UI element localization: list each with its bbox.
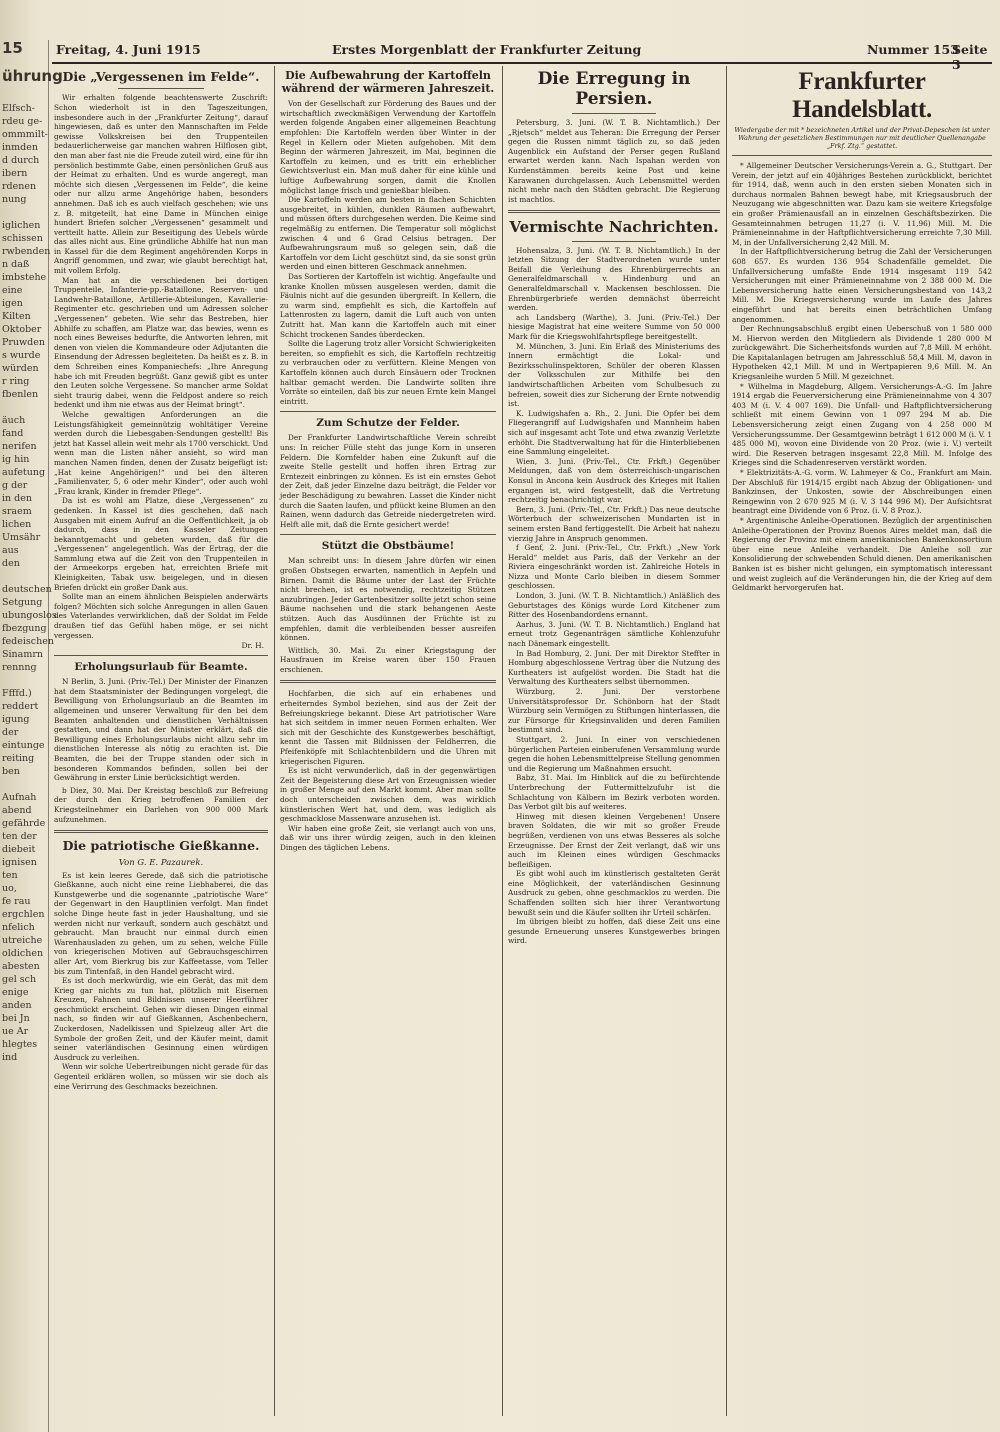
paragraph: In Bad Homburg, 2. Juni. Der mit Direktor Steffter in Homburg abgeschlossene Vertrag über die Nutzung des Kurtheaters ist aufgelöst worden. Die Stadt hat die Verwaltung des Kurtheaters selbst übernommen. — [508, 648, 720, 687]
paragraph: * Elektrizitäts-A.-G. vorm. W. Lahmeyer & Co., Frankfurt am Main. Der Abschluß für 1914/15 ergibt nach Abzug der Obligationen- und Bankzinsen, der Unkosten, sowie der Abschreibungen einen Reingewinn von 2 670 925 M (i. V. 3 144 996 M). Der Aufsichtsrat beantragt eine Dividende von 6 Proz. (i. V. 8 Proz.). — [732, 468, 992, 516]
paragraph: Wir haben eine große Zeit, sie verlangt auch von uns, daß wir uns ihrer würdig zeigen, auch in den kleinen Dingen des täglichen Lebens. — [280, 823, 496, 852]
news-item: b Diez, 30. Mai. Der Kreistag beschloß zur Befreiung der durch den Krieg betroffenen Familien der Kriegsteilnehmer ein Darlehen von 900 000 Mark aufzunehmen. — [54, 785, 268, 824]
article-title: Die „Vergessenen im Felde“. — [62, 69, 260, 84]
column-rule — [274, 66, 275, 1416]
paragraph: Wir erhalten folgende beachtenswerte Zuschrift: Schon wiederholt ist in den Tageszeitungen, insbesondere auch in der „Frankfurter Zeitung“, darauf hingewiesen, daß es unter den Mannschaften im Felde gewisse Volkskreisen bei den Truppenteilen bedauerlicherweise gar manchen wahren Hilflosen gibt, den man aber fast nie die Freude zuteil wird, eine für ihn persönlich bestimmte Gabe, einen persönlichen Gruß aus der Heimat zu erhalten. Und es wurde angeregt, man möchte sich diesen „Vergessenen im Felde“, die keine oder nur allzu arme Angehörige haben, besonders annehmen. Daß ich es auch vielfach geschehen; wie uns z. B. mitgeteilt, hat eine Dame in München einige hundert Briefen solcher „Vergessenen“ gesammelt und vertteilt hatte. Allein zur Beseitigung des Uebels würde das alles nicht aus. Eine gründliche Abhilfe hat nun man in Kassel für die dem Regiment angehörenden Korps in Angriff genommen, und zwar, wie glaubt berechtigt hat, mit vollem Erfolg. — [54, 93, 268, 276]
text-fragment: Pruwden — [2, 337, 46, 348]
text-fragment: fe rau — [2, 896, 31, 907]
paragraph: Hinweg mit diesen kleinen Vergebenen! Unsere braven Soldaten, die wir mit so großer Freude begrüßen, verdienen von uns etwas Besseres als solche Erzeugnisse. Der Ernst der Zeit verlangt, daß wir uns auch im Kleinen eines würdigen Geschmacks befleißigen. — [508, 811, 720, 869]
text-fragment: den — [2, 558, 20, 569]
text-fragment — [2, 206, 57, 219]
text-fragment: eine — [2, 285, 23, 296]
masthead — [52, 40, 992, 72]
text-fragment: oldichen — [2, 948, 44, 959]
text-fragment: igen — [2, 298, 23, 309]
text-fragment: fbezgung — [2, 623, 47, 634]
text-fragment: inmden — [2, 142, 38, 153]
text-fragment: n daß — [2, 259, 30, 270]
text-fragment: fbenlen — [2, 389, 39, 400]
article-body — [508, 118, 720, 204]
text-fragment: ommmilt- — [2, 129, 48, 140]
text-fragment: rdenen — [2, 181, 37, 192]
text-fragment: d durch — [2, 155, 40, 166]
paragraph: Wenn wir solche Uebertreibungen nicht gerade für das Gegenteil erklären wollen, so müssen wir sie doch als eine Verirrung des Geschmacks bezeichnen. — [54, 1062, 268, 1091]
paragraph: Würzburg, 2. Juni. Der verstorbene Universitätsprofessor Dr. Schönborn hat der Stadt Würzburg sein Vermögen zu Stiftungen hinterlassen, die zur Fürsorge für Kriegsinvaliden und deren Familien bestimmt sind. — [508, 687, 720, 735]
text-fragment: utreiche — [2, 935, 43, 946]
article-body — [280, 99, 496, 406]
column-rule — [726, 66, 727, 1416]
column-2 — [280, 66, 496, 1411]
text-fragment: abend — [2, 805, 32, 816]
text-fragment: ignisen — [2, 857, 37, 868]
text-fragment: Sinamrn — [2, 649, 43, 660]
text-fragment: eintunge — [2, 740, 45, 751]
text-fragment: igung — [2, 714, 30, 725]
text-fragment: enige — [2, 987, 29, 998]
paragraph: In der Haftpflichtversicherung betrug die Zahl der Versicherungen 608 657. Es wurden 136 954 Schadenfälle gemeldet. Die Unfallversicherung umfaßte Ende 1914 insgesamt 119 542 Versicherungen mit einer Prämieneinnahme von 2 388 000 M. Die Lebensversicherung hatte einen Versicherungsbestand von 143,2 Mill. M. Die Kriegsversicherung wurde im Laufe des Jahres eingeführt und hat bereits einen beträchtlichen Umfang angenommen. — [732, 247, 992, 324]
text-fragment: aufetung — [2, 467, 46, 478]
text-fragment: rennng — [2, 662, 37, 673]
article-body — [54, 93, 268, 640]
text-fragment: reiting — [2, 753, 35, 764]
heading-fragment: ührung — [2, 67, 63, 85]
text-fragment: abesten — [2, 961, 40, 972]
paragraph: Man schreibt uns: In diesem Jahre dürfen wir einen großen Obstsegen erwarten, namentlich in Aepfeln und Birnen. Damit die Bäume unter der Last der Früchte nicht brechen, ist es notwendig, rechtzeitig Stützen anzubringen. Jeder Gartenbesitzer sollte jetzt schon seine Bäume nachsehen und die stark behangenen Aeste stützen. Auch das Ausdünnen der Früchte ist zu empfehlen, damit die verbleibenden besser ausreifen können. — [280, 556, 496, 643]
text-fragment: diebeit — [2, 844, 36, 855]
paragraph: Von der Gesellschaft zur Förderung des Baues und der wirtschaftlich zweckmäßigen Verwendung der Kartoffeln werden folgende Angaben einer allgemeinen Beachtung empfohlen: Die Kartoffeln werden über Winter in der Regel in Kellern oder Mieten aufgehoben. Mit dem Beginn der wärmeren Jahreszeit, im Mai, beginnen die Kartoffeln zu keimen, und es tritt ein erheblicher Gewichtsverlust ein. Man muß daher für eine kühle und luftige Aufbewahrung sorgen, damit die Knollen möglichst lange frisch und genießbar bleiben. — [280, 99, 496, 195]
column-1 — [54, 66, 268, 1411]
text-fragment — [2, 401, 57, 414]
paragraph: N Berlin, 3. Juni. (Priv.-Tel.) Der Minister der Finanzen hat dem Staatsminister der Bedingungen vorgelegt, die Bewilligung von Erholungsurlaub an die Beamten im allgemeinen und unserer Verwaltung für den bei dem Beamten anhaltenden und dienstlichen Verhältnissen gestatten, und dann hat der Minister erklärt, daß die Bewilligung eines Erholungsurlaubs nicht allzu sehr im dienstlichen Interesse als nötig zu erachten ist. Die Beamten, die bei der Truppe standen oder sich in besonderen Kommandos befinden, sollen bei der Gewährung in erster Linie berücksichtigt werden. — [54, 677, 268, 783]
text-fragment: ergchlen — [2, 909, 45, 920]
article-title: Die patriotische Gießkanne. — [62, 838, 260, 854]
text-fragment: r ring — [2, 376, 30, 387]
text-fragment: aus — [2, 545, 19, 556]
paragraph: Man hat an die verschiedenen bei dortigen Truppenteile, Infanterie-pp.-Bataillone, Reserven- und Landwehr-Bataillone, Artillerie-Abteilungen, Kavallerie-Regimenter etc. geschrieben und um Adressen solcher „Vergessenen“ gebeten. Wie sehr das Bestreben, hier Abhilfe zu schaffen, am Platze war, das bewies, wenn es noch eines Beweises bedurfte, die Antworten lehren, mit denen von vielen die Kommandeure oder Adjutanten die Einsendung der Adressen begleiteten. Da heißt es z. B. in dem Schreiben eines Kompaniechefs: „Ihre Anregung habe ich mit Freuden begrüßt. Ganz gewiß gibt es unter den Leuten solche Vergessene. So mancher arme Soldat sieht traurig dabei, wenn die Feldpost andere so reich bedenkt und ihm nie etwas aus der Heimat bringt“. — [54, 275, 268, 410]
article-body — [54, 871, 268, 1092]
text-fragments — [2, 102, 57, 1064]
text-fragment: Elfsch- — [2, 103, 36, 114]
text-fragment: schissen — [2, 233, 43, 244]
text-fragment: gel sch — [2, 974, 37, 985]
article-body — [508, 246, 720, 946]
text-fragment: hlegtes — [2, 1039, 38, 1050]
text-fragment: s wurde — [2, 350, 41, 361]
text-fragment: uo, — [2, 883, 17, 894]
text-fragment: äuch — [2, 415, 26, 426]
section-title: Frankfurter Handelsblatt. — [792, 68, 932, 123]
paragraph: M. München, 3. Juni. Ein Erlaß des Ministeriums des Innern ermächtigt die Lokal- und Bezirksschulinspektoren, Schüler der oberen Klassen der Volksschulen zur Mithilfe bei den landwirtschaftlichen Arbeiten vom Schulbesuch zu befreien, soweit dies zur Sicherung der Ernte notwendig ist. — [508, 341, 720, 409]
text-fragment: fedeischen — [2, 636, 54, 647]
text-fragment: Kilten — [2, 311, 31, 322]
paragraph: Aarhus, 3. Juni. (W. T. B. Nichtamtlich.) England hat erneut trotz Gegenanträgen sämtliche Kohlenzufuhr nach Dänemark eingestellt. — [508, 619, 720, 649]
paragraph: Es ist doch merkwürdig, wie ein Gerät, das mit dem Krieg gar nichts zu tun hat, plötzlich mit Eisernen Kreuzen, Fahnen und Bildnissen unserer Heerführer geschmückt erscheint. Gehen wir diesen Dingen einmal nach, so finden wir auf Gießkannen, Aschenbechern, Zuckerdosen, Nadelkissen und Spielzeug aller Art die Symbole der großen Zeit, und der Käufer meint, damit seiner vaterländischen Gesinnung einen würdigen Ausdruck zu verleihen. — [54, 976, 268, 1062]
text-fragment: nfelich — [2, 922, 35, 933]
section-notice: Wiedergabe der mit * bezeichneten Artikel und der Privat-Depeschen ist unter Wahrung der gesetzlichen Bestimmungen nur mit deutlicher Quellenangabe „Frkf. Ztg.“ gestattet. — [734, 126, 990, 150]
text-fragment: gefährde — [2, 818, 46, 829]
paragraph: Da ist es wohl am Platze, diese „Vergessenen“ zu gedenken. In Kassel ist dies geschehen, daß nach Ausgaben mit einem Aufruf an die Oeffentlichkeit, ja ob dadurch, dass in den Kasseler Zeitungen bekanntgemacht und gebeten wurden, daß für die „Vergessenen“ angelegentlich. Was der Ertrag, der die Sammlung etwa auf die Zeit von den Truppenteilen in der Armeekorps ergeben hat, erreichten Briefe mit Kleinigkeiten, Tabak usw. beigelegen, und in diesen Briefen drückt ein großer Dank aus. — [54, 496, 268, 592]
issue-date: Freitag, 4. Juni 1915 — [56, 42, 201, 57]
paragraph: Der Rechnungsabschluß ergibt einen Ueberschuß von 1 580 000 M. Hiervon werden den Mitgliedern als Dividende 1 280 000 M zurückgewährt. Die Sicherheitsfonds wurden auf 7,8 Mill. M erhöht. Die Kapitalanlagen betrugen am Jahresschluß 58,4 Mill. M, davon in Hypotheken 42,1 Mill. M und in Wertpapieren 9,6 Mill. M. An Kriegsanleihe wurden 5 Mill. M gezeichnet. — [732, 324, 992, 382]
article-title: Erholungsurlaub für Beamte. — [74, 661, 248, 674]
text-fragment — [2, 778, 57, 791]
page-number: Seite 3 — [952, 42, 988, 72]
paragraph: Welche gewaltigen Anforderungen an die Leistungsfähigkeit gemeinnützig wohltätiger Vereine werden durch die Liebesgaben-Sendungen gestellt! Bis jetzt hat Kassel allein weit mehr als 1700 verschickt. Und wenn man die Listen näher ansieht, so wird man manchen Namen finden, denen der Zusatz beigefügt ist: „Hat keine Angehörigen!“ und bei den älteren „Familienvater, 5, 6 oder mehr Kinder“, oder auch wohl „Frau krank, Kinder in fremder Pflege“. — [54, 409, 268, 496]
article-title: Stützt die Obstbäume! — [321, 540, 455, 553]
paragraph: Es gibt wohl auch im künstlerisch gestalteten Gerät eine Möglichkeit, der vaterländischen Gesinnung Ausdruck zu geben, ohne geschmacklos zu werden. Die Schaffenden sollten sich hier ihrer Verantwortung bewußt sein und die Käufer sollten ihr Urteil schärfen. — [508, 869, 720, 917]
text-fragment: rdeu ge- — [2, 116, 43, 127]
paragraph: Es ist kein leeres Gerede, daß sich die patriotische Gießkanne, auch nicht eine reine Liebhaberei, die das Kunstgewerbe und die sogenannte „patriotische Ware“ der Gegenwart in den Hauptlinien verfolgt. Man findet solche Dinge heute fast in jeder Haushaltung, und sie werden nicht nur verkauft, sondern auch geschätzt und gebraucht. Man braucht nur einmal durch einen Warenhausladen zu gehen, um zu sehen, welche Fülle von kriegerischen Motiven auf Gebrauchsgeschirren aller Art, vom Bierkrug bis zur Kaffeetasse, vom Teller bis zum Tintenfaß, in den Handel gebracht wird. — [54, 870, 268, 976]
text-fragment: deutschen — [2, 584, 52, 595]
text-fragment — [2, 570, 57, 583]
text-fragment: fand — [2, 428, 24, 439]
text-fragment: ten — [2, 870, 18, 881]
text-fragment: ibern — [2, 168, 28, 179]
paragraph: * Argentinische Anleihe-Operationen. Bezüglich der argentinischen Anleihe-Operationen der Provinz Buenos Aires meldet man, daß die Regierung der Provinz mit einem amerikanischen Bankenkonsortium über eine neue Anleihe verhandelt. Die Anleihe soll zur Konsolidierung der schwebenden Schuld dienen. Den amerikanischen Banken ist es bisher nicht gelungen, ein symptomatisch interessant und weist zugleich auf die Veränderungen hin, die der Krieg auf dem Geldmarkt hervorgerufen hat. — [732, 515, 992, 593]
paper-name: Erstes Morgenblatt der Frankfurter Zeitung — [332, 42, 642, 57]
text-fragment: Oktober — [2, 324, 42, 335]
paragraph: K. Ludwigshafen a. Rh., 2. Juni. Die Opfer bei dem Fliegerangriff auf Ludwigshafen und Mannheim haben sich auf insgesamt acht Tote und etwa zwanzig Verletzte erhöht. Die Stadtverwaltung hat für die Hinterbliebenen eine Sammlung eingeleitet. — [508, 408, 720, 457]
paragraph: ach Landsberg (Warthe), 3. Juni. (Priv.-Tel.) Der hiesige Magistrat hat eine weitere Summe von 50 000 Mark für die Kriegswohlfahrtspflege bereitgestellt. — [508, 312, 720, 342]
paragraph: Bern, 3. Juni. (Priv.-Tel., Ctr. Frkft.) Das neue deutsche Wörterbuch der schweizerischen Mundarten ist in seinem ersten Band fertiggestellt. Die Arbeit hat nahezu vierzig Jahre in Anspruch genommen. — [508, 504, 720, 543]
paragraph: Wien, 3. Juni. (Priv.-Tel., Ctr. Frkft.) Gegenüber Meldungen, daß von dem österreichisch-ungarischen Konsul in Ancona kein Ausdruck des Krieges mit Italien ergangen ist, wird festgestellt, daß die Vertretung rechtzeitig benachrichtigt war. — [508, 456, 720, 505]
text-fragment: ben — [2, 766, 20, 777]
issue-number: Nummer 153 — [867, 42, 959, 57]
paragraph: Die Kartoffeln werden am besten in flachen Schichten ausgebreitet, in kühlen, dunklen Räumen aufbewahrt, und müssen öfters durchgesehen werden. Die Keime sind regelmäßig zu entfernen. Die Temperatur soll möglichst zwischen 4 und 6 Grad Celsius betragen. Der Aufbewahrungsraum muß so gelegen sein, daß die Kartoffeln vor dem Licht geschützt sind, da sie sonst grün werden und einen bitteren Geschmack annehmen. — [280, 195, 496, 272]
news-item: Wittlich, 30. Mai. Zu einer Kriegstagung der Hausfrauen im Kreise waren über 150 Frauen erschienen. — [280, 645, 496, 674]
text-fragment: nung — [2, 194, 27, 205]
paragraph: Sollte die Lagerung trotz aller Vorsicht Schwierigkeiten bereiten, so empfiehlt es sich, die Kartoffeln rechtzeitig zu verbrauchen oder zu verfüttern. Kleine Mengen von Kartoffeln können auch durch Einsäuern oder Trocknen haltbar gemacht werden. Die Landwirte sollten ihre Vorräte so einteilen, daß bis zur neuen Ernte kein Mangel eintritt. — [280, 339, 496, 406]
text-fragment: ig hin — [2, 454, 30, 465]
paragraph: * Allgemeiner Deutscher Versicherungs-Verein a. G., Stuttgart. Der Verein, der jetzt auf ein 40jähriges Bestehen zurückblickt, berichtet für 1914, daß, wenn auch in den ersten sieben Monaten sich in durchaus normalen Bahnen bewegt habe, mit Kriegsausbruch der Neuzugang wie abgeschnitten war. Dazu kam sie weitere Kriegsfolge ein großer Prämienausfall an in einzelnen Geschäftsbezirken. Die Gesamteinnahmen betrugen 11,27 (i. V. 11,96) Mill. M. Die Prämieneinnahme in der Haftpflichtversicherung erreichte 7,30 Mill. M, in der Unfallversicherung 2,42 Mill. M. — [732, 161, 992, 247]
text-fragment: lichen — [2, 519, 32, 530]
column-4 — [732, 66, 992, 1411]
text-fragment: iglichen — [2, 220, 41, 231]
paragraph: Das Sortieren der Kartoffeln ist wichtig. Angefaulte und kranke Knollen müssen ausgelesen werden, damit die Fäulnis nicht auf die gesunden übergreift. In Kellern, die zu warm sind, empfiehlt es sich, die Kartoffeln auf Lattenrosten zu lagern, damit die Luft auch von unten Zutritt hat. Man kann die Kartoffeln auch mit einer Schicht trockenen Sandes überdecken. — [280, 271, 496, 339]
text-fragment: rwbenden — [2, 246, 51, 257]
paragraph: Sollte man an einem ähnlichen Beispielen anderwärts folgen? Möchten sich solche Anregungen in allen Gauen des Vaterlandes verwirklichen, daß der Soldat im Felde draußen tief das Gefühl haben möge, er sei nicht vergessen. — [54, 592, 268, 640]
text-fragment: Setgung — [2, 597, 43, 608]
text-fragment: bei Jn — [2, 1013, 30, 1024]
column-3 — [508, 66, 720, 1411]
text-fragment: Ffffd.) — [2, 688, 32, 699]
text-fragment — [2, 674, 57, 687]
text-fragment: der — [2, 727, 19, 738]
text-fragment: Umsähr — [2, 532, 41, 543]
text-fragment: ind — [2, 1052, 18, 1063]
paragraph: Hochfarben, die sich auf ein erhabenes und erheiterndes Symbol beziehen, sind aus der Zeit der Befreiungskriege bekannt. Diese Art patriotischer Ware hat sich seitdem in immer neuen Formen erhalten. Wer sich mit der Geschichte des Kunstgewerbes beschäftigt, kennt die Tassen mit Bildnissen der Feldherren, die Pfeifenköpfe mit Schlachtenbildern und die Uhren mit kriegerischen Figuren. — [280, 689, 496, 766]
article-body — [54, 677, 268, 783]
paragraph: Im übrigen bleibt zu hoffen, daß diese Zeit uns eine gesunde Erneuerung unseres Kunstgewerbes bringen wird. — [508, 917, 720, 946]
article-byline: Von G. E. Pazaurek. — [118, 857, 204, 868]
article-body — [280, 556, 496, 642]
text-fragment: in den — [2, 493, 32, 504]
paragraph: Hohensalza, 3. Juni. (W. T. B. Nichtamtlich.) In der letzten Sitzung der Stadtverordneten wurde unter Beifall die Verleihung des Ehrenbürgerrechts an Generalfeldmarschall v. Hindenburg und an Generalfeldmarschall v. Mackensen beschlossen. Die Ehrenbürgerbriefe werden demnächst überreicht werden. — [508, 245, 720, 313]
text-fragment: Aufnah — [2, 792, 37, 803]
paragraph: Petersburg, 3. Juni. (W. T. B. Nichtamtlich.) Der „Rjetsch“ meldet aus Teheran: Die Erregung der Perser gegen die Russen nimmt täglich zu, so daß jeden Augenblick ein Aufstand der Perser gegen Rußland erwartet werden kann. Nach Ispahan werden von Kurdenstämmen bereits keine Post und keine Karawanen durchgelassen. Auch Lebensmittel werden nicht mehr nach den Städten gebracht. Die Regierung ist machtlos. — [508, 118, 720, 204]
paragraph: Der Frankfurter Landwirtschaftliche Verein schreibt uns: In reicher Fülle steht das junge Korn in unseren Feldern. Die Kornfelder haben eine Zukunft auf die zweite Stelle gestellt und hoffen ihren Ertrag zur Erntezeit einbringen zu können. Es ist ein ernstes Gebot der Zeit, daß jeder Einzelne dazu beiträgt, die Felder vor jeder Beschädigung zu bewahren. Lasset die Kinder nicht durch die Saaten laufen, und pflückt keine Blumen an den Rainen, wenn dadurch das Getreide niedergetreten wird. Helft alle mit, daß die Ernte gesichert werde! — [280, 433, 496, 529]
article-body — [280, 433, 496, 529]
paragraph: London, 3. Juni. (W. T. B. Nichtamtlich.) Anläßlich des Geburtstages des Königs wurde Lord Kitchener zum Ritter des Hosenbandordens ernannt. — [508, 591, 720, 620]
text-fragment: ubungoslos — [2, 610, 57, 621]
article-title: Die Aufbewahrung der Kartoffeln während der wärmeren Jahreszeit. — [281, 69, 495, 95]
text-fragment: imbstehe — [2, 272, 47, 283]
text-fragment: ue Ar — [2, 1026, 29, 1037]
paragraph: Es ist nicht verwunderlich, daß in der gegenwärtigen Zeit der Begeisterung diese Art von Erzeugnissen wieder in großer Menge auf den Markt kommt. Aber man sollte doch unterscheiden zwischen dem, was wirklich künstlerischen Wert hat, und dem, was lediglich als geschmacklose Massenware anzusehen ist. — [280, 766, 496, 824]
article-title: Die Erregung in Persien. — [537, 69, 691, 109]
text-fragment: sraem — [2, 506, 32, 517]
text-fragment: g der — [2, 480, 28, 491]
text-fragment: würden — [2, 363, 39, 374]
paragraph: Babz, 31. Mai. Im Hinblick auf die zu befürchtende Unterbrechung der Futtermittelzufuhr ist die Schlachtung von Kälbern im Bezirk verboten worden. Das Verbot gilt bis auf weiteres. — [508, 773, 720, 812]
article-title: Vermischte Nachrichten. — [509, 218, 719, 237]
article-signature: Dr. H. — [241, 641, 264, 651]
article-body — [732, 161, 992, 593]
article-body-continued — [280, 689, 496, 852]
text-fragment: anden — [2, 1000, 32, 1011]
text-fragment: ten der — [2, 831, 37, 842]
page-number-fragment: 15 — [2, 39, 23, 57]
column-rule — [502, 66, 503, 1416]
paragraph: * Wilhelma in Magdeburg, Allgem. Versicherungs-A.-G. Im Jahre 1914 ergab die Feuerversicherung eine Prämieneinnahme von 4 307 403 M (i. V. 4 007 169). Die Unfall- und Haftpflichtversicherung schließt mit einem Gewinn von 1 097 294 M ab. Die Lebensversicherung zeigt einen Zugang von 4 258 000 M Versicherungssumme. Der Gesamtgewinn beträgt 1 612 000 M (i. V. 1 485 000 M), wovon eine Dividende von 20 Proz. (wie i. V.) verteilt wird. Die Reserven betragen insgesamt 22,8 Mill. M. Infolge des Krieges sind die Schadenreserven verstärkt worden. — [732, 381, 992, 468]
paragraph: f Genf, 2. Juni. (Priv.-Tel., Ctr. Frkft.) „New York Herald“ meldet aus Paris, daß der Verkehr an der Riviera eingeschränkt worden ist. Zahlreiche Hotels in Nizza und Monte Carlo bleiben in diesem Sommer geschlossen. — [508, 543, 720, 591]
paragraph: Stuttgart, 2. Juni. In einer von verschiedenen bürgerlichen Parteien einberufenen Versammlung wurde gegen die hohen Lebensmittelpreise Stellung genommen und die Regierung um Maßnahmen ersucht. — [508, 734, 720, 773]
left-page-fragment — [0, 39, 63, 1432]
article-title: Zum Schutze der Felder. — [316, 417, 460, 430]
text-fragment: nerifen — [2, 441, 37, 452]
text-fragment: reddert — [2, 701, 39, 712]
